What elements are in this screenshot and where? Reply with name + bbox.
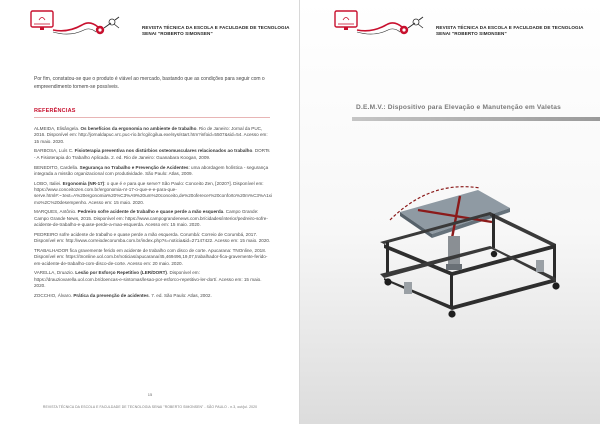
journal-header-line-2: SENAI "ROBERTO SIMONSEN" — [142, 31, 213, 36]
reference-item: ALMEIDA, Elisângela. Os benefícios da ergonomia no ambiente de trabalho. Rio de Janeiro: Jornal da PUC, 2016. Disponível em: http://jornaldapuc.vrc.puc-rio.br/cgi/cgilua.exe/sys/start.htm?infoid=5507&sid=54. Acesso em: 15 maio. 2020. — [34, 126, 268, 144]
reference-item: ZOCCHIO, Álvaro. Prática da prevenção de acidentes. 7. ed. São Paulo: Atlas, 2002. — [34, 292, 212, 298]
journal-header-line-1: REVISTA TÉCNICA DA ESCOLA E FACULDADE DE TECNOLOGIA — [436, 25, 584, 30]
reference-item: PEDREIRO sofre acidente de trabalho e quase perde a mão esquerda. Corumbá: Correio de Corumbá, 2017. Disponível em: http://www.correiodecorumba.com.br/index.php?s=noticia&id=27147422. Acesso em: 15 maio. 2020. — [34, 231, 271, 244]
reference-item: VARELLA, Druazio. Lesão por Esforço Repetitivo (LER/DORT). Disponível em: https://drauziovarella.uol.com.br/doencas-e-sintomas/lesao-por-esforco-repetitivo-ler-dort/. Acesso em: 15 maio. 2020. — [34, 270, 262, 288]
reference-item: TRABALHADOR fica gravemente ferido em acidente de trabalho com disco de corte. Apucarana: TNOnline, 2018. Disponível em: https://tnonline.uol.com.br/noticias/apucarana/45,469496,19,07,trabalhador-fica-gravemente-ferido-em-acidente-de-trabalho-com-disco-de-corte. Acesso em: 20 maio. 2020. — [34, 247, 268, 266]
right-page — [300, 0, 600, 424]
references-heading: REFERÊNCIAS — [34, 108, 76, 114]
page-footer: REVISTA TÉCNICA DA ESCOLA E FACULDADE DE TECNOLOGIA SENAI "ROBERTO SIMONSEN" - SÃO PAULO - n.3, out/jul. 2020 — [42, 405, 258, 409]
reference-item: MARQUES, Antônio. Pedreiro sofre acidente de trabalho e quase perde a mão esquerda. Campo Grande: Campo Grande News, 2015. Disponível em: https://www.campograndenews.com.br/cidades/interior/pedreiro-sofre-acidente-de-trabalho-e-quase-perde-a-mao-esquerda. Acesso em: 15 maio. 2020. — [34, 209, 268, 228]
senai-logo-monitor-gear-icon — [30, 10, 120, 42]
article-title-rule — [352, 117, 600, 121]
page-number: 15 — [147, 392, 153, 397]
senai-logo-monitor-gear-icon — [334, 10, 424, 42]
journal-header — [142, 25, 290, 37]
intro-paragraph: Por fim, constatou-se que o produto é viável ao mercado, bastando que as condições para seguir com o empreendimento tornem-se possíveis. — [34, 76, 265, 90]
references-rule — [34, 117, 270, 118]
reference-item: BENEDITO, Cardella. Segurança no Trabalho e Prevenção de Acidentes: uma abordagem holística - segurança integrada a missão organizacional com produtividade. São Paulo: Atlas, 2009. — [34, 164, 269, 176]
device-3d-render-icon — [360, 150, 580, 330]
reference-item: LOBO, Italiei. Ergonomia (NR-17): o que é e para que serve? São Paulo: Conceito Zen, [2020?]. Disponível em: https://www.conceitozen.com.br/ergonomia-nr-17-o-que-e-e-para-que-serve.html#:~:text=A%20ergonomia%20%C3%A9%20um%20conceito,de%20oferecer%20conforto%20m%C3%A1ximo%2C%20desempenho. Acesso em: 15 maio. 2020. — [34, 180, 272, 205]
reference-item: BARBOSA, Luís C. Fisioterapia preventiva nos distúrbios osteomusculares relacionados ao trabalho. DORTs - A Fisioterapia do Trabalho Aplicada. 2. ed. Rio de Janeiro: Guanabara Koogan, 2009. — [34, 148, 270, 160]
journal-header — [436, 25, 584, 37]
journal-header-line-1: REVISTA TÉCNICA DA ESCOLA E FACULDADE DE TECNOLOGIA — [142, 25, 290, 30]
article-title: D.E.M.V.: Dispositivo para Elevação e Manutenção em Valetas — [356, 104, 562, 111]
journal-header-line-2: SENAI "ROBERTO SIMONSEN" — [436, 31, 507, 36]
references-list — [34, 126, 272, 302]
